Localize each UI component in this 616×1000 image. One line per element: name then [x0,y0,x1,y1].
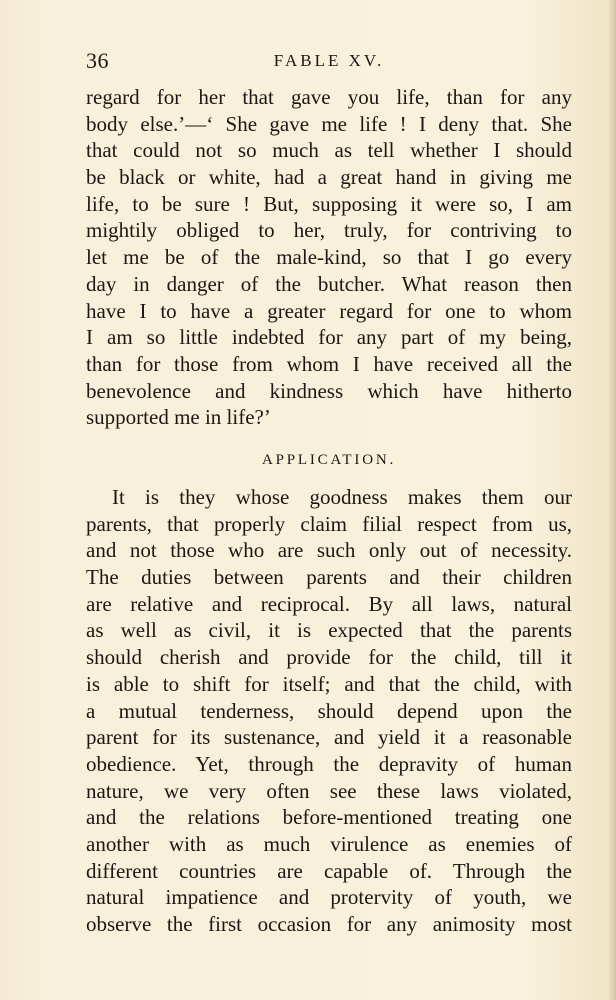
page-header [86,48,572,78]
text-line: different countries are capable of. Through the [86,858,572,883]
text-line: The duties between parents and their children [86,565,572,590]
page-edge-shadow [608,0,616,1000]
text-line: let me be of the male-kind, so that I go every [86,245,572,270]
text-line: be black or white, had a great hand in giving me [86,165,572,190]
text-line: supported me in life?’ [86,405,271,430]
fable-text-block [86,84,572,431]
text-line: day in danger of the butcher. What reason then [86,271,572,296]
text-line: obedience. Yet, through the depravity of human [86,751,572,776]
application-text-block [86,484,572,938]
text-line: It is they whose goodness makes them our [112,485,572,509]
text-line: a mutual tenderness, should depend upon the [86,698,572,723]
text-line: should cherish and provide for the child, till it [86,645,572,670]
text-line: natural impatience and protervity of youth, we [86,885,572,910]
running-title: FABLE XV. [273,51,385,70]
text-line: mightily obliged to her, truly, for contriving to [86,218,572,243]
text-line: observe the first occasion for any animosity most [86,912,572,936]
text-line: and the relations before-mentioned treating one [86,805,572,830]
text-line: are relative and reciprocal. By all laws, natural [86,591,572,616]
text-line: than for those from whom I have received all the [86,351,572,376]
text-line: I am so little indebted for any part of my being, [86,325,572,350]
section-heading: APPLICATION. [261,452,397,468]
text-line: parent for its sustenance, and yield it a reasonable [86,725,572,750]
text-line: as well as civil, it is expected that the parents [86,618,572,643]
text-line: parents, that properly claim filial respect from us, [86,511,572,536]
text-line: regard for her that gave you life, than for any [86,85,572,109]
page-number: 36 [86,48,109,73]
text-line: that could not so much as tell whether I should [86,138,572,163]
text-line: body else.’—‘ She gave me life ! I deny that. She [86,111,572,136]
text-line: is able to shift for itself; and that the child, with [86,671,572,696]
text-line: have I to have a greater regard for one to whom [86,298,572,323]
text-line: benevolence and kindness which have hitherto [86,378,572,403]
text-line: nature, we very often see these laws violated, [86,778,572,803]
text-line: life, to be sure ! But, supposing it were so, I am [86,191,572,216]
text-line: and not those who are such only out of necessity. [86,538,572,563]
text-line: another with as much virulence as enemies of [86,831,572,856]
